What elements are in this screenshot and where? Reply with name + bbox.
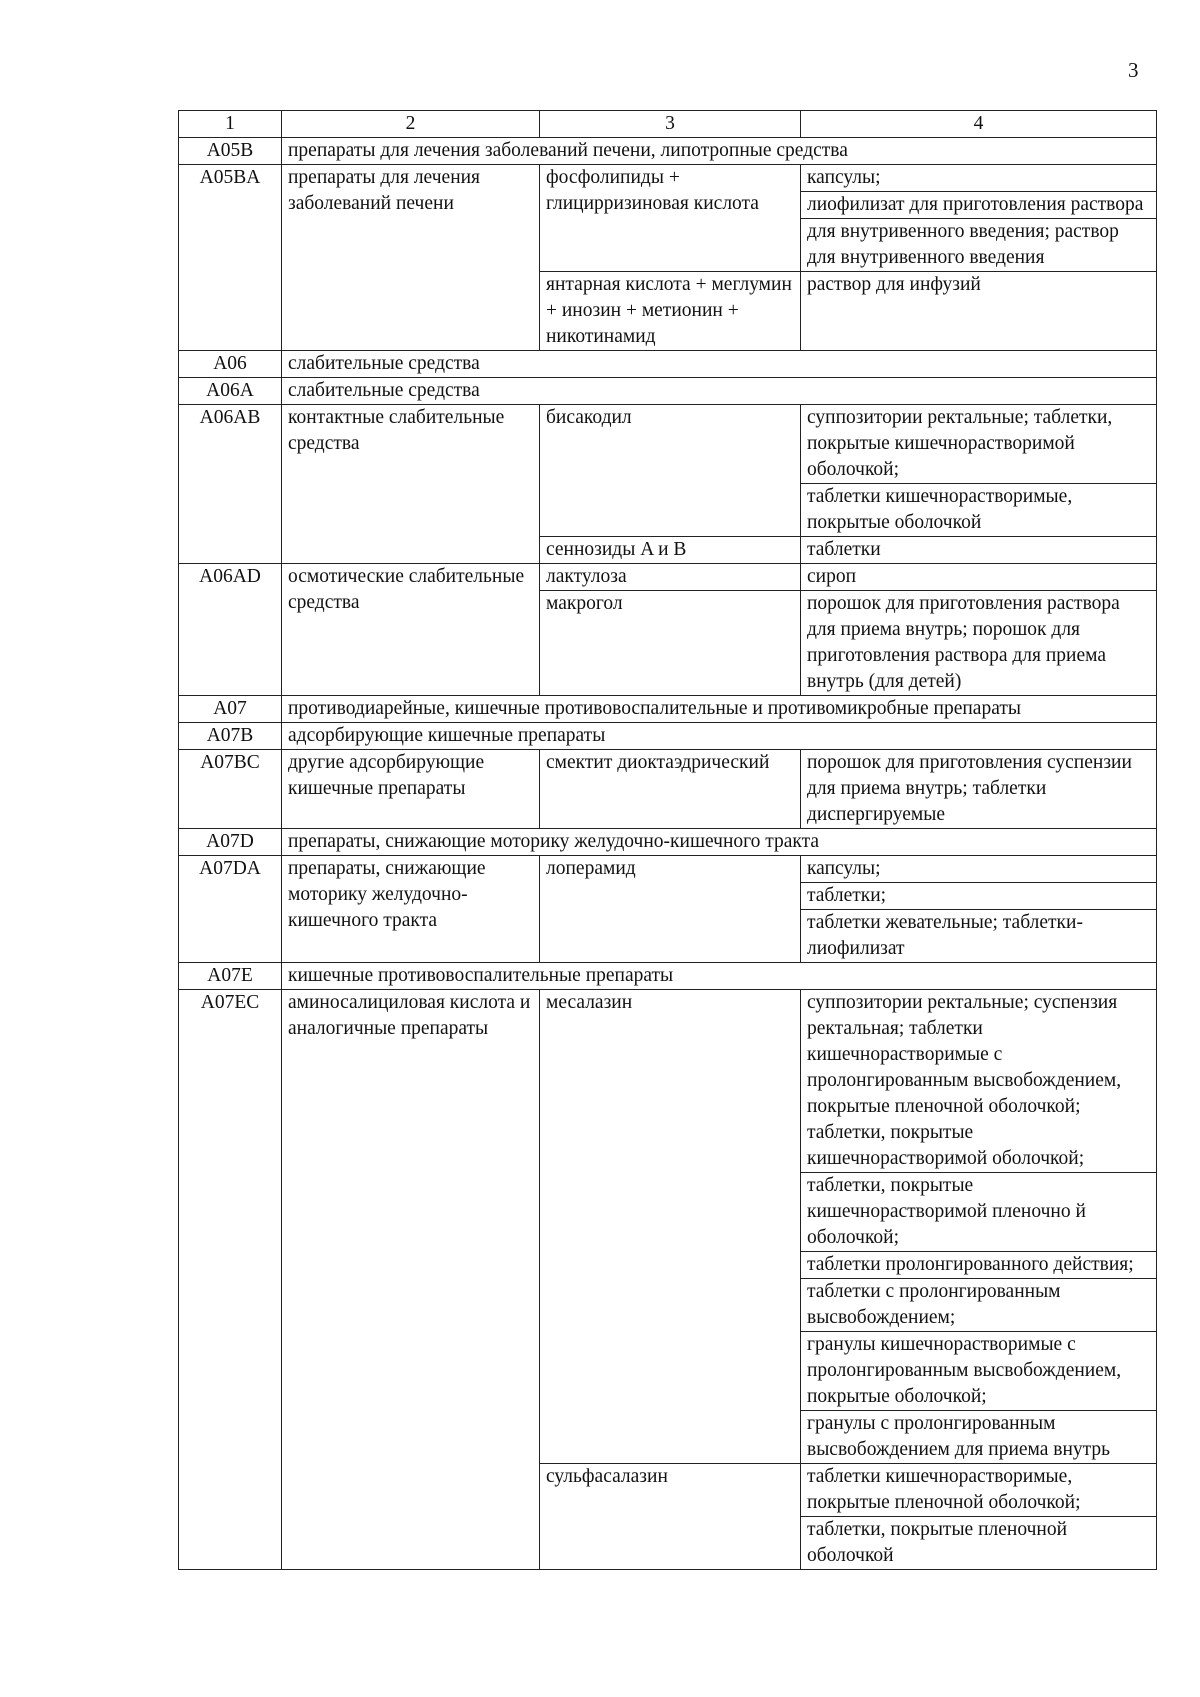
dosage-form: таблетки кишечнорастворимые, покрытые пленочной оболочкой; <box>801 1464 1156 1517</box>
substance-name: макрогол <box>540 591 801 696</box>
dosage-form: таблетки; <box>801 883 1156 910</box>
substance-name: бисакодил <box>540 405 801 537</box>
dosage-form: сироп <box>807 566 857 587</box>
substance-name: месалазин <box>540 990 801 1464</box>
page-number: 3 <box>1128 58 1139 82</box>
dosage-form: порошок для приготовления суспензии для приема внутрь; таблетки диспергируемые <box>807 752 1132 825</box>
medicine-row <box>179 405 1157 537</box>
atc-code: A07D <box>179 829 282 856</box>
group-name: препараты для лечения заболеваний печени <box>282 165 540 351</box>
medicine-row <box>179 165 1157 272</box>
dosage-forms-cell <box>801 564 1157 591</box>
group-name: осмотические слабительные средства <box>282 564 540 696</box>
group-row <box>179 696 1157 723</box>
column-header: 3 <box>540 111 801 138</box>
group-name: препараты, снижающие моторику желудочно-кишечного тракта <box>282 829 1157 856</box>
dosage-form: гранулы кишечнорастворимые с пролонгированным высвобождением, покрытые оболочкой; <box>801 1332 1156 1411</box>
dosage-form: суппозитории ректальные; суспензия ректальная; таблетки кишечнорастворимые с пролонгированным высвобождением, покрытые пленочной оболочкой; таблетки, покрытые кишечнорастворимой оболочкой; <box>801 990 1156 1173</box>
group-name: препараты для лечения заболеваний печени, липотропные средства <box>282 138 1157 165</box>
group-row <box>179 963 1157 990</box>
substance-name: смектит диоктаэдрический <box>540 750 801 829</box>
group-row <box>179 138 1157 165</box>
group-row <box>179 351 1157 378</box>
atc-code: A07BC <box>179 750 282 829</box>
group-name: кишечные противовоспалительные препараты <box>282 963 1157 990</box>
dosage-form: таблетки <box>807 539 881 560</box>
dosage-form: капсулы; <box>801 856 1156 883</box>
atc-code: A05B <box>179 138 282 165</box>
column-header: 1 <box>179 111 282 138</box>
dosage-form: раствор для инфузий <box>807 274 981 295</box>
substance-name: сульфасалазин <box>540 1464 801 1570</box>
dosage-form: капсулы; <box>801 165 1156 192</box>
dosage-form: таблетки с пролонгированным высвобождением; <box>801 1279 1156 1332</box>
dosage-forms-cell <box>801 537 1157 564</box>
group-row <box>179 723 1157 750</box>
group-name: слабительные средства <box>282 351 1157 378</box>
dosage-form: таблетки, покрытые пленочной оболочкой <box>807 1519 1068 1566</box>
column-header-row <box>179 111 1157 138</box>
atc-code: A07EC <box>179 990 282 1570</box>
dosage-form: таблетки кишечнорастворимые, покрытые оболочкой <box>807 486 1073 533</box>
dosage-forms-cell <box>801 1464 1157 1570</box>
group-name: аминосалициловая кислота и аналогичные препараты <box>282 990 540 1570</box>
dosage-form: таблетки пролонгированного действия; <box>801 1252 1156 1279</box>
atc-code: A06AB <box>179 405 282 564</box>
medicine-row <box>179 856 1157 963</box>
medicine-row <box>179 564 1157 591</box>
dosage-forms-cell <box>801 856 1157 963</box>
dosage-forms-cell <box>801 591 1157 696</box>
dosage-forms-cell <box>801 165 1157 272</box>
dosage-forms-cell <box>801 990 1157 1464</box>
substance-name: лоперамид <box>540 856 801 963</box>
dosage-forms-cell <box>801 750 1157 829</box>
dosage-form: для внутривенного введения; раствор для внутривенного введения <box>807 221 1119 268</box>
atc-code: A07 <box>179 696 282 723</box>
dosage-forms-cell <box>801 405 1157 537</box>
column-header: 4 <box>801 111 1157 138</box>
group-row <box>179 829 1157 856</box>
group-name: контактные слабительные средства <box>282 405 540 564</box>
dosage-form: лиофилизат для приготовления раствора <box>801 192 1156 219</box>
group-name: препараты, снижающие моторику желудочно-кишечного тракта <box>282 856 540 963</box>
dosage-form: таблетки жевательные; таблетки-лиофилизат <box>807 912 1083 959</box>
group-name: другие адсорбирующие кишечные препараты <box>282 750 540 829</box>
atc-code: A07DA <box>179 856 282 963</box>
substance-name: лактулоза <box>540 564 801 591</box>
atc-code: A06A <box>179 378 282 405</box>
atc-code: A05BA <box>179 165 282 351</box>
group-name: противодиарейные, кишечные противовоспалительные и противомикробные препараты <box>282 696 1157 723</box>
dosage-forms-cell <box>801 272 1157 351</box>
table-body <box>179 111 1157 1570</box>
group-name: адсорбирующие кишечные препараты <box>282 723 1157 750</box>
dosage-form: порошок для приготовления раствора для приема внутрь; порошок для приготовления раствора для приема внутрь (для детей) <box>807 593 1120 692</box>
dosage-form: гранулы с пролонгированным высвобождением для приема внутрь <box>807 1413 1111 1460</box>
dosage-form: суппозитории ректальные; таблетки, покрытые кишечнорастворимой оболочкой; <box>801 405 1156 484</box>
medicine-row <box>179 750 1157 829</box>
atc-code: A07E <box>179 963 282 990</box>
atc-code: A06AD <box>179 564 282 696</box>
atc-code: A06 <box>179 351 282 378</box>
medicines-table <box>178 110 1157 1570</box>
atc-code: A07B <box>179 723 282 750</box>
column-header: 2 <box>282 111 540 138</box>
substance-name: сеннозиды A и B <box>540 537 801 564</box>
group-row <box>179 378 1157 405</box>
substance-name: янтарная кислота + меглумин + инозин + метионин + никотинамид <box>540 272 801 351</box>
dosage-form: таблетки, покрытые кишечнорастворимой пленочно й оболочкой; <box>801 1173 1156 1252</box>
medicine-row <box>179 990 1157 1464</box>
group-name: слабительные средства <box>282 378 1157 405</box>
substance-name: фосфолипиды + глицирризиновая кислота <box>540 165 801 272</box>
